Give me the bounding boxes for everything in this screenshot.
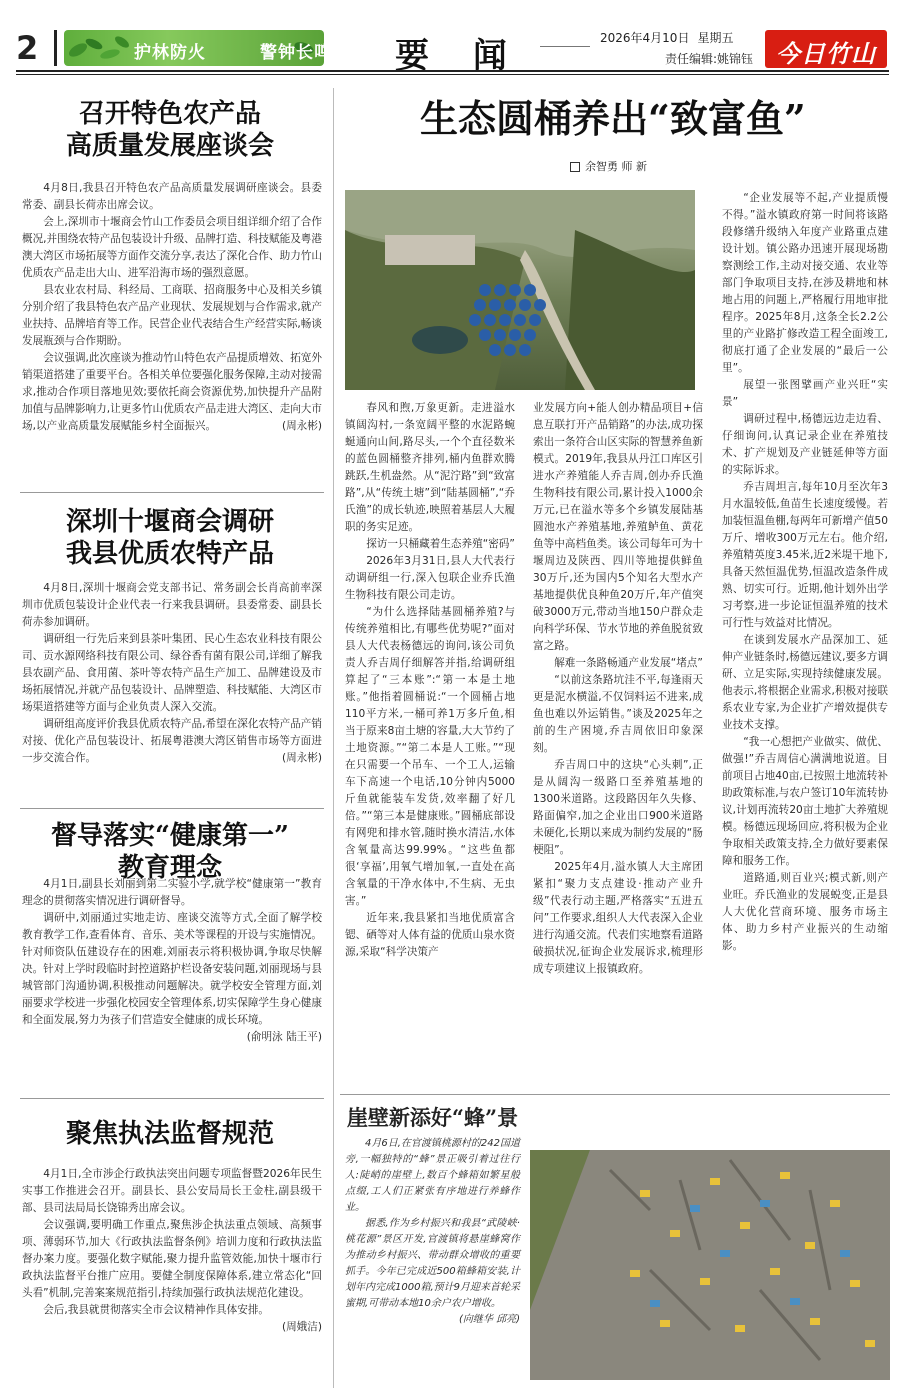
paragraph: 调研组一行先后来到县茶叶集团、民心生态农业科技有限公司、贡水源网络科技有限公司、绿谷香有菌有限公司,详细了解我县农副产品、食用菌、茶叶等农特产品生产加工、品牌建设及市场拓展情况,并就产品包装设计、品牌塑造、科技赋能、大湾区市场渠道搭建等方面与企业负责人深入交流。 (22, 633, 322, 713)
article-body-health-first (22, 876, 322, 1046)
paragraph: 4月8日,深圳十堰商会党支部书记、常务副会长肖高前率深圳市优质包装设计企业代表一行来我县调研。县委常委、副县长荷赤参加调研。 (22, 582, 322, 628)
paragraph-text: 调研组高度评价我县优质农特产品,希望在深化农特产品产销对接、优化产品包装设计、拓展粤港澳大湾区销售市场等方面进一步交流合作。 (22, 718, 322, 764)
paragraph: 乔吉周口中的这块“心头刺”,正是从阔沟一级路口至养殖基地的1300米道路。这段路因年久失修、路面偏窄,加之企业出口900米道路未硬化,长期以来成为制约发展的“肠梗阻”。 (533, 759, 703, 856)
paragraph: 4月1日,副县长刘丽到第二实验小学,就学校“健康第一”教育理念的贯彻落实情况进行调研督导。 (22, 878, 322, 907)
paragraph: “为什么选择陆基圆桶养殖?与传统养殖相比,有哪些优势呢?”面对县人大代表杨德远的询问,该公司负责人乔吉周仔细解答并指,给调研组算起了“三本账”:“第一本是土地账。”他指着圆桶说:“一个圆桶占地110平方米,一桶可养1万多斤鱼,相当于原来8亩土塘的容量,大大节约了土地资源。”“第二本是人工账。”“现在只需要一个吊车、一个工人,运输车下高速一个电话,10分钟内5000斤鱼就能装车发货,效率翻了好几倍。”“第三本是健康账。”圆桶底部设有网兜和排水管,随时换水清洁,水体含氧量高达99.99%。“这些鱼都很‘享福’,用氧气增加氧,一直处在高含氧量的干净水体中,不生病、无虫害。” (345, 606, 515, 907)
paragraph (22, 716, 322, 767)
paragraph: 2025年4月,溢水镇人大主席团紧扣“聚力支点建设·推动产业升级”代表行动主题,严格落实“五进五问”工作要求,组织人大代表深入企业进行沟通交流。代表们实地察看道路破损状况,征询企业发展诉求,梳理形成专项建议上报镇政府。 (533, 861, 703, 975)
paragraph: “我一心想把产业做实、做优、做强!”乔吉周信心满满地说道。目前项目占地40亩,已按照土地流转补助政策标准,与农户签订10年流转协议,计划再流转20亩土地扩大养殖规模。杨德远现场回应,将积极为企业争取相关政策支持,全力做好要素保障和服务工作。 (722, 736, 888, 867)
banner-text-fire: 护林防火 (134, 43, 206, 63)
author-signature: (周永彬) (281, 752, 322, 764)
author-signature: (向继华 邱亮) (459, 1314, 520, 1325)
paragraph (22, 350, 322, 435)
header-rule (16, 70, 889, 72)
article-title-cliff-bees: 崖壁新添好“蜂”景 (346, 1105, 519, 1130)
paragraph: 春风和煦,万象更新。走进溢水镇阔沟村,一条宽阔平整的水泥路蜿蜒通向山间,路尽头,一个个直径数米的蓝色圆桶整齐排列,桶内鱼群欢腾跳跃,生机盎然。从“泥泞路”到“致富路”,从“传统土塘”到“陆基圆桶”,“乔氏渔”的成长轨迹,映照着基层人大履职的务实足迹。 (345, 402, 515, 533)
author-signature: (周娥洁) (281, 1321, 322, 1333)
fish-farm-aerial-photo (345, 190, 695, 390)
title-line: 召开特色农产品 (78, 99, 261, 129)
main-article-col2 (533, 400, 703, 978)
paragraph: 近年来,我县紧扣当地优质富含锶、硒等对人体有益的优质山泉水资源,采取“科学决策产 (345, 912, 515, 958)
column-divider (333, 88, 334, 1388)
paragraph: 道路通,则百业兴;模式新,则产业旺。乔氏渔业的发展蜕变,正是县人大优化营商环境、服务市场主体、助力乡村产业振兴的生动缩影。 (722, 872, 888, 952)
paragraph (345, 1216, 520, 1325)
weekday-text: 星期五 (697, 31, 734, 45)
paragraph: 4月8日,我县召开特色农产品高质量发展调研座谈会。县委常委、副县长荷赤出席会议。 (22, 182, 322, 211)
subheading: 解难一条路畅通产业发展“堵点” (554, 657, 703, 669)
article-separator (20, 1098, 324, 1099)
fish-farm-illustration (345, 190, 695, 390)
masthead-logo-text: 今日竹山 (776, 39, 876, 68)
article-title-agri-forum (20, 98, 320, 162)
paragraph: 2026年3月31日,县人大代表行动调研组一行,深入包联企业乔氏渔生物科技有限公司走访。 (345, 555, 515, 601)
newspaper-masthead (765, 30, 887, 68)
article-title-health-first (20, 820, 320, 884)
paragraph: 会议强调,要明确工作重点,聚焦涉企执法重点领域、高频事项、薄弱环节,加大《行政执法监督条例》培训力度和行政执法监督办案力度。要强化数字赋能,聚力提升监管效能,加快十堰市行政执法监督平台推广应用。要健全制度保障体系,建立常态化“回头看”机制,完善案案规范指引,持续加强行政执法规范化建设。 (22, 1219, 322, 1299)
paragraph: “以前这条路坑洼不平,每逢雨天更是泥水横溢,不仅饲料运不进来,成鱼也难以外运销售。”谈及2025年之前的生产困境,乔吉周依旧印象深刻。 (533, 674, 703, 754)
section-title: 要 闻 (395, 36, 523, 76)
paragraph: 4月1日,全市涉企行政执法突出问题专项监督暨2026年民生实事工作推进会召开。副县长、县公安局局长王金柱,副县级干部、县司法局局长饶锦秀出席会议。 (22, 1168, 322, 1214)
cliff-beehive-illustration (530, 1150, 890, 1380)
title-line: 高质量发展座谈会 (65, 131, 274, 161)
issue-date (600, 29, 741, 46)
title-line: 深圳十堰商会调研 (65, 507, 274, 537)
article-body-cliff-bees (345, 1136, 520, 1328)
author-signature: (周永彬) (281, 420, 322, 432)
paragraph: 县农业农村局、科经局、工商联、招商服务中心及相关乡镇分别介绍了我县特色农产品产业现状、发展规划与合作需求,就产业扶持、品牌培育等工作。民营企业代表结合生产经营实际,畅谈发展瓶颈与合作期盼。 (22, 284, 322, 347)
cliff-beehive-photo (530, 1150, 890, 1380)
main-article-byline (570, 158, 647, 174)
paragraph: 调研中,刘丽通过实地走访、座谈交流等方式,全面了解学校教育教学工作,查看体育、音乐、美术等课程的开设与实施情况。针对师资队伍建设存在的困难,刘丽表示将积极协调,争取尽快解决。针对上学时段临时封控道路护栏设备安装问题,刘丽现场与县城管部门沟通协调,积极推动问题解决。就学校安全管理方面,刘丽要求学校进一步强化校园安全管理体系,切实保障学生身心健康和全面发展,努力为孩子们营造安全健康的成长环境。 (22, 912, 322, 1026)
byline-text: 余智勇 师 新 (585, 160, 647, 173)
paragraph-text: 会后,我县就贯彻落实全市会议精神作具体安排。 (43, 1304, 270, 1316)
paragraph: 在谈到发展水产品深加工、延伸产业链条时,杨德远建议,要多方调研、立足实际,实现持续健康发展。他表示,将根据企业需求,积极对接联系农业专家,为企业扩产增效提供专业技术支撑。 (722, 634, 888, 731)
paragraph: (俞明泳 陆王平) (246, 1031, 322, 1043)
subheading: 探访一只桶藏着生态养殖“密码” (366, 538, 515, 550)
paragraph-text: 会议强调,此次座谈为推动竹山特色农产品提质增效、拓宽外销渠道搭建了重要平台。各相关单位要强化服务保障,主动对接需求,推动合作项目落地见效;要依托商会资源优势,加快提升产品附加值与品牌影响力,让更多竹山优质农产品走进大湾区、走向大市场,以产业高质量发展赋能乡村全面振兴。 (22, 352, 322, 432)
article-separator (20, 808, 324, 809)
paragraph-text: 据悉,作为乡村振兴和我县“武陵峡·桃花源”景区开发,官渡镇将悬崖蜂窝作为推动乡村振兴、带动群众增收的重要抓手。今年已完成近500箱蜂箱安装,计划年内完成1000箱,预计9月迎来首轮采蜜期,可带动本地10余户农户增收。 (345, 1218, 520, 1309)
paragraph: 会上,深圳市十堰商会竹山工作委员会项目组详细介绍了合作概况,并围绕农特产品包装设计升级、品牌打造、科技赋能及粤港澳大湾区市场拓展等方面作交流分享,表达了深化合作、助力竹山优质农产品走出大山、进军沿海市场的强烈意愿。 (22, 216, 322, 279)
page-number: 2 (16, 30, 57, 66)
main-article-title: 生态圆桶养出“致富鱼” (420, 96, 806, 141)
article-separator (20, 492, 324, 493)
title-line: 督导落实“健康第一” (51, 821, 289, 851)
paragraph: 调研过程中,杨德远边走边看、仔细询问,认真记录企业在养殖技术、扩产规划及产业链延伸等方面的实际诉求。 (722, 413, 888, 476)
main-article-col3 (722, 190, 888, 955)
main-article-col1 (345, 400, 515, 961)
paragraph: 业发展方向+能人创办精品项目+信息互联打开产品销路”的办法,成功探索出一条符合山区实际的智慧养鱼新模式。2019年,我县从丹江口库区引进水产养殖能人乔吉周,创办乔氏渔生物科技有限公司,累计投入1000余万元,已在溢水等多个乡镇发展陆基圆池水产养殖基地,养殖鲈鱼、黄花鱼等中高档鱼类。该公司每年可为十堰周边及陕西、四川等地提供鲜鱼30万斤,还为国内5个知名大型水产基地提供优良种鱼20万斤,年产值突破3000万元,带动当地150户群众走向科学环保、节水节地的养鱼脱贫致富之路。 (533, 402, 703, 652)
paragraph: 4月6日,在官渡镇桃源村的242国道旁,一幅独特的“蜂”景正吸引着过往行人:陡峭的崖壁上,数百个蜂箱如繁星般点缀,工人们正紧张有序地进行养蜂作业。 (345, 1138, 520, 1213)
title-line: 教育理念 (117, 853, 222, 883)
article-body-chamber-survey (22, 580, 322, 767)
paragraph: 乔吉周坦言,每年10月至次年3月水温较低,鱼苗生长速度缓慢。若加装恒温鱼棚,每两年可新增产值50万斤、增收300万元左右。他介绍,养殖精英度3.45米,近2米堤干地下,具备天然恒温优势,恒温改造条件成熟、切实可行。近期,他计划外出学习考察,进一步论证恒温养殖的技术可行性与效益对比情况。 (722, 481, 888, 629)
article-title-law-enforcement: 聚焦执法监督规范 (65, 1119, 274, 1149)
title-line: 我县优质农特产品 (65, 539, 274, 569)
header-rule-thin (16, 74, 889, 75)
byline-box-icon (570, 162, 580, 172)
fire-prevention-banner (64, 30, 332, 66)
date-text: 2026年4月10日 (600, 31, 690, 45)
subheading: 展望一张图擘画产业兴旺“实景” (722, 379, 888, 408)
article-title-chamber-survey (20, 506, 320, 570)
article-body-agri-forum (22, 180, 322, 435)
article-separator (340, 1094, 890, 1095)
header-divider (540, 46, 590, 47)
paragraph (22, 1302, 322, 1333)
article-body-law-enforcement (22, 1166, 322, 1336)
editor-credit: 责任编辑:姚锦钰 (665, 52, 754, 66)
paragraph: “企业发展等不起,产业提质慢不得。”溢水镇政府第一时间将该路段修缮升级纳入年度产业路重点建设计划。镇公路办迅速开展现场勘察测绘工作,主动对接交通、农业等部门争取项目支持,在涉及耕地和林地占用的问题上,严格履行用地审批程序。2025年8月,这条全长2.2公里的产业路扩修改造工程全面竣工,彻底打通了企业发展的“最后一公里”。 (722, 192, 888, 374)
banner-text-alarm: 警钟长鸣 (260, 43, 332, 63)
